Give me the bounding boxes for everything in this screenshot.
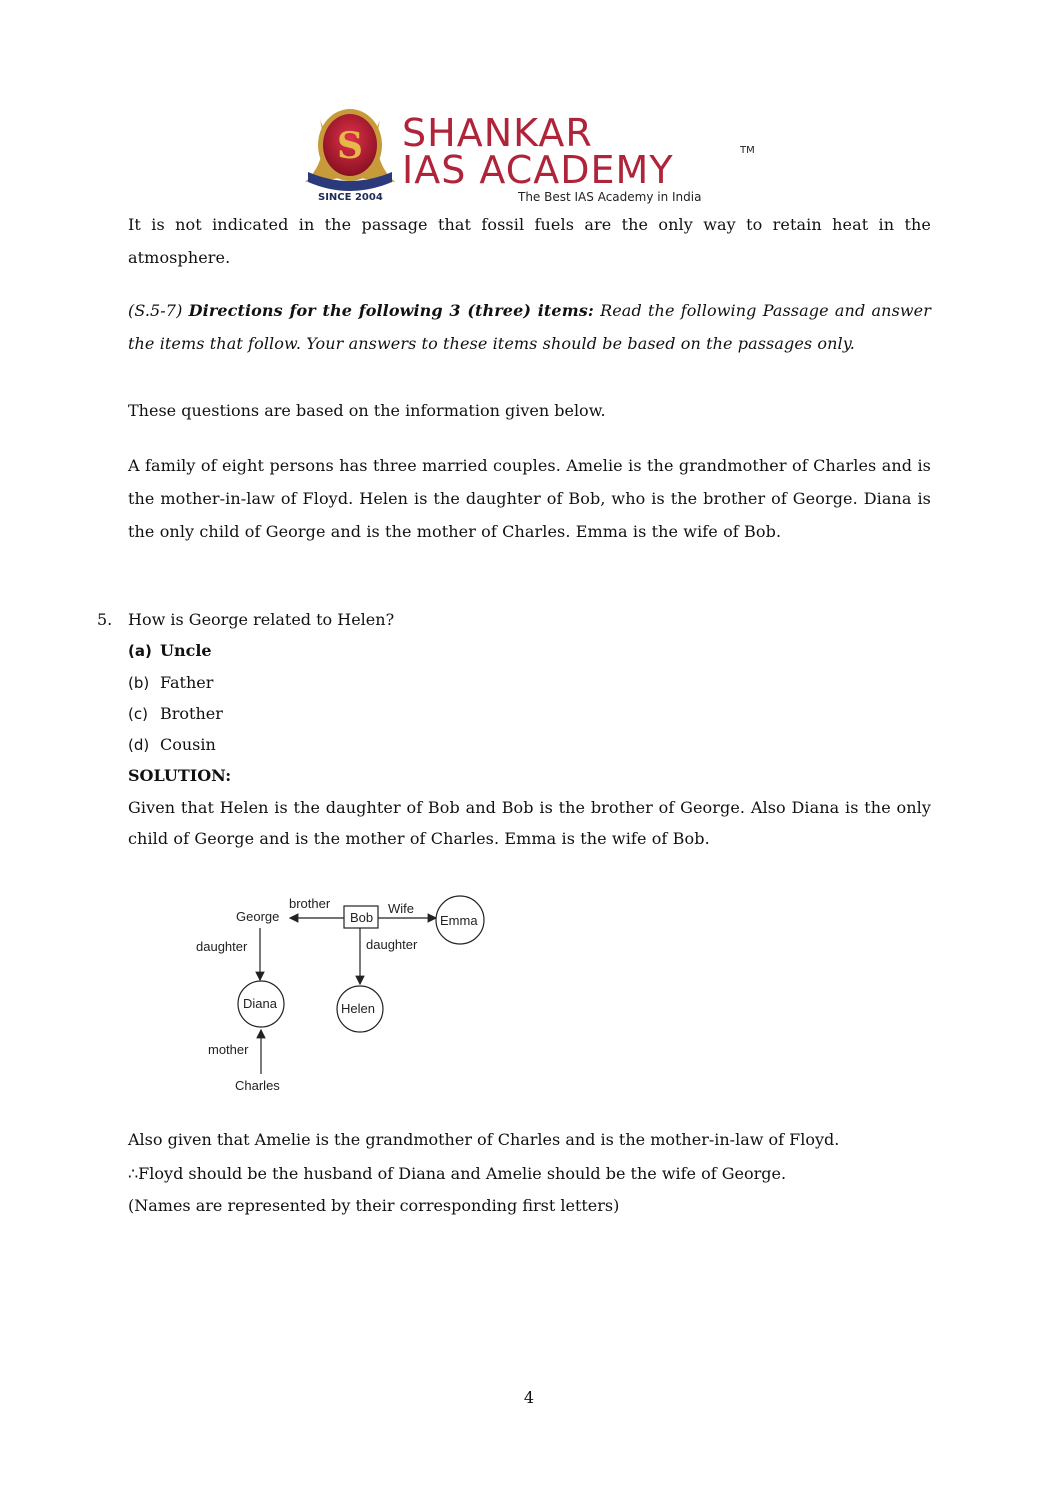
node-bob: Bob xyxy=(350,910,374,925)
solution-line-3: (Names are represented by their corresponding first letters) xyxy=(128,1196,620,1215)
label-brother: brother xyxy=(289,896,331,911)
option-d xyxy=(128,733,216,757)
option-letter: (c) xyxy=(128,705,148,723)
logo-letter: S xyxy=(337,125,363,167)
node-helen: Helen xyxy=(341,1001,375,1016)
node-george: George xyxy=(236,909,280,924)
trademark-mark: TM xyxy=(740,145,755,156)
since-label: SINCE 2004 xyxy=(318,192,383,203)
option-b xyxy=(128,671,213,695)
label-mother: mother xyxy=(208,1042,249,1057)
label-daughter-george: daughter xyxy=(196,939,248,954)
directions-paragraph xyxy=(128,294,931,360)
tagline: The Best IAS Academy in India xyxy=(518,190,702,204)
option-text: Father xyxy=(160,673,214,692)
solution-line-1: Also given that Amelie is the grandmother of Charles and is the mother-in-law of Floyd. xyxy=(128,1130,840,1149)
directions-prefix: (S.5-7) xyxy=(128,301,189,320)
label-wife: Wife xyxy=(388,901,414,916)
node-emma: Emma xyxy=(440,913,478,928)
node-diana: Diana xyxy=(243,996,277,1011)
option-letter: (b) xyxy=(128,674,150,692)
node-charles: Charles xyxy=(235,1078,280,1093)
option-text: Uncle xyxy=(160,641,212,660)
option-a xyxy=(128,639,212,663)
brand-name-line2: IAS ACADEMY xyxy=(402,148,674,192)
intro-paragraph: It is not indicated in the passage that fossil fuels are the only way to retain heat in the atmosphere. xyxy=(128,215,931,267)
question-text: How is George related to Helen? xyxy=(128,610,395,629)
family-tree-diagram xyxy=(190,888,500,1098)
question-number: 5. xyxy=(97,610,113,629)
option-letter: (a) xyxy=(128,642,152,660)
directions-text: Read the following Passage and answer the items that follow. Your answers to these items should be based on the passages only. xyxy=(128,301,931,353)
solution-text: Given that Helen is the daughter of Bob and Bob is the brother of George. Also Diana is the only child of George and is the mother of Charles. Emma is the wife of Bob. xyxy=(128,798,931,848)
directions-label: Directions for the following 3 (three) items: xyxy=(188,301,594,320)
option-c xyxy=(128,702,223,726)
option-letter: (d) xyxy=(128,736,150,754)
solution-line-2: ∴Floyd should be the husband of Diana and Amelie should be the wife of George. xyxy=(128,1164,787,1183)
solution-heading: SOLUTION: xyxy=(128,766,232,785)
page-number: 4 xyxy=(523,1388,535,1407)
passage-paragraph: A family of eight persons has three married couples. Amelie is the grandmother of Charles and is the mother-in-law of Floyd. Helen is the daughter of Bob, who is the brother of George. Diana is the only child of George and is the mother of Charles. Emma is the wife of Bob. xyxy=(128,456,931,541)
option-text: Brother xyxy=(160,704,223,723)
brand-name-line1: SHANKAR xyxy=(402,111,593,155)
label-daughter-bob: daughter xyxy=(366,937,418,952)
info-line: These questions are based on the information given below. xyxy=(128,401,606,420)
option-text: Cousin xyxy=(160,735,216,754)
